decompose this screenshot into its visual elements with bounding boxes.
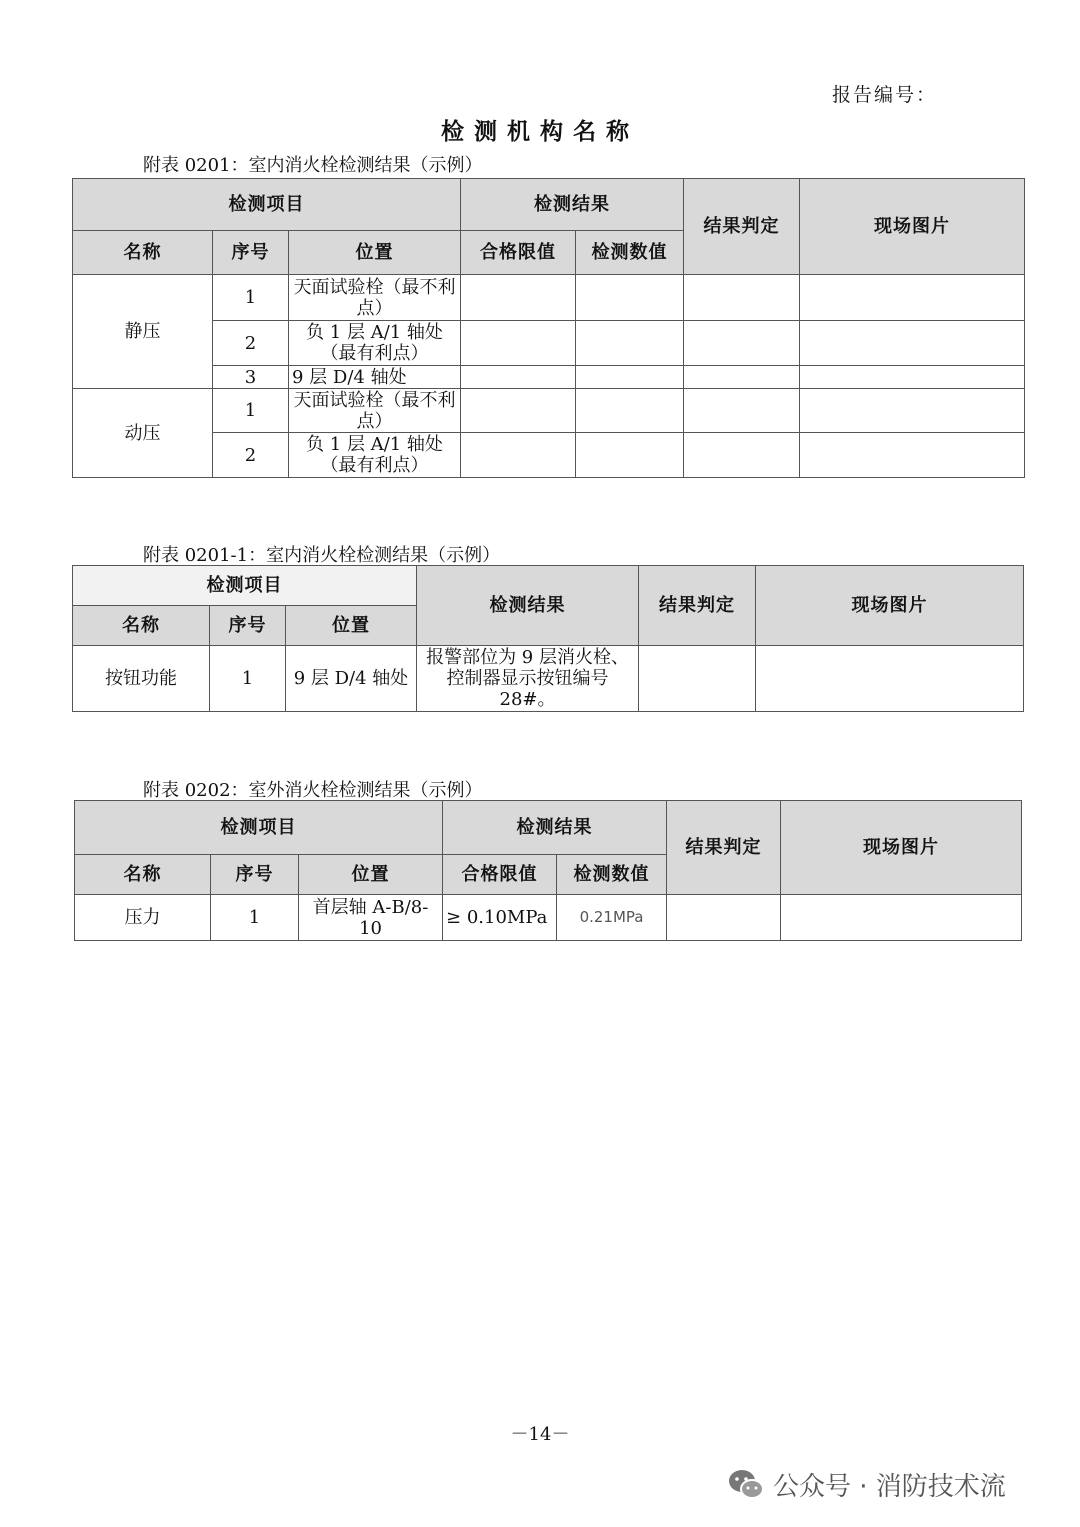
group-static: 静压	[73, 275, 213, 389]
cell-pos: 首层轴 A-B/8-10	[299, 895, 443, 941]
cell-pos: 天面试验栓（最不利点）	[289, 389, 461, 433]
cell-seq: 2	[213, 321, 289, 366]
cell-result: 报警部位为 9 层消火栓、控制器显示按钮编号 28#。	[417, 646, 639, 712]
header-photo: 现场图片	[756, 566, 1024, 646]
cell-seq: 3	[213, 366, 289, 389]
table-0201-1	[72, 565, 1024, 712]
cell-pos: 9 层 D/4 轴处	[286, 646, 417, 712]
cell-name: 按钮功能	[73, 646, 210, 712]
header-result: 检测结果	[417, 566, 639, 646]
table-0202-caption: 附表 0202：室外消火栓检测结果（示例）	[143, 780, 483, 801]
cell-seq: 1	[213, 275, 289, 321]
cell-photo	[800, 366, 1025, 389]
header-photo: 现场图片	[781, 801, 1022, 895]
cell-limit	[461, 321, 576, 366]
cell-judge	[684, 321, 800, 366]
header-limit: 合格限值	[461, 231, 576, 275]
cell-judge	[684, 366, 800, 389]
cell-name: 压力	[75, 895, 211, 941]
header-limit: 合格限值	[443, 855, 557, 895]
report-number-label: 报告编号：	[832, 84, 938, 106]
cell-judge	[684, 389, 800, 433]
header-seq: 序号	[210, 606, 286, 646]
cell-value	[576, 389, 684, 433]
table-row	[73, 275, 1025, 321]
watermark	[727, 1466, 1006, 1503]
header-item: 检测项目	[73, 179, 461, 231]
header-value: 检测数值	[557, 855, 667, 895]
table-0201-1-caption: 附表 0201-1：室内消火栓检测结果（示例）	[143, 545, 501, 566]
header-pos: 位置	[289, 231, 461, 275]
cell-judge	[639, 646, 756, 712]
header-seq: 序号	[211, 855, 299, 895]
cell-photo	[781, 895, 1022, 941]
table-row	[73, 646, 1024, 712]
org-title: 检测机构名称	[441, 118, 639, 145]
table-row	[73, 389, 1025, 433]
cell-value	[576, 366, 684, 389]
cell-pos: 负 1 层 A/1 轴处（最有利点）	[289, 433, 461, 478]
header-result: 检测结果	[461, 179, 684, 231]
header-result: 检测结果	[443, 801, 667, 855]
header-judge: 结果判定	[639, 566, 756, 646]
table-0201	[72, 178, 1025, 478]
table-0201-caption: 附表 0201：室内消火栓检测结果（示例）	[143, 155, 483, 176]
cell-pos: 天面试验栓（最不利点）	[289, 275, 461, 321]
header-pos: 位置	[286, 606, 417, 646]
cell-limit	[461, 433, 576, 478]
group-dynamic: 动压	[73, 389, 213, 478]
cell-limit	[461, 275, 576, 321]
header-pos: 位置	[299, 855, 443, 895]
table-row	[75, 895, 1022, 941]
cell-judge	[667, 895, 781, 941]
header-name: 名称	[73, 606, 210, 646]
watermark-text: 公众号 · 消防技术流	[773, 1472, 1006, 1502]
cell-pos: 9 层 D/4 轴处	[289, 366, 461, 389]
header-name: 名称	[75, 855, 211, 895]
cell-seq: 1	[210, 646, 286, 712]
cell-value: 0.21MPa	[557, 895, 667, 941]
cell-judge	[684, 275, 800, 321]
page-number: －14－	[510, 1424, 570, 1445]
cell-value	[576, 275, 684, 321]
header-judge: 结果判定	[667, 801, 781, 895]
cell-seq: 2	[213, 433, 289, 478]
cell-limit	[461, 389, 576, 433]
table-row	[73, 321, 1025, 366]
header-seq: 序号	[213, 231, 289, 275]
header-item: 检测项目	[75, 801, 443, 855]
cell-photo	[800, 321, 1025, 366]
cell-pos: 负 1 层 A/1 轴处（最有利点）	[289, 321, 461, 366]
header-photo: 现场图片	[800, 179, 1025, 275]
cell-seq: 1	[213, 389, 289, 433]
cell-photo	[756, 646, 1024, 712]
cell-photo	[800, 389, 1025, 433]
cell-photo	[800, 275, 1025, 321]
header-item: 检测项目	[73, 566, 417, 606]
table-0202	[74, 800, 1022, 941]
cell-value	[576, 433, 684, 478]
header-value: 检测数值	[576, 231, 684, 275]
cell-seq: 1	[211, 895, 299, 941]
table-row	[73, 433, 1025, 478]
cell-judge	[684, 433, 800, 478]
header-name: 名称	[73, 231, 213, 275]
cell-photo	[800, 433, 1025, 478]
cell-limit	[461, 366, 576, 389]
header-judge: 结果判定	[684, 179, 800, 275]
wechat-icon	[727, 1468, 765, 1502]
cell-limit: ≥ 0.10MPa	[443, 895, 557, 941]
cell-value	[576, 321, 684, 366]
table-row	[73, 366, 1025, 389]
